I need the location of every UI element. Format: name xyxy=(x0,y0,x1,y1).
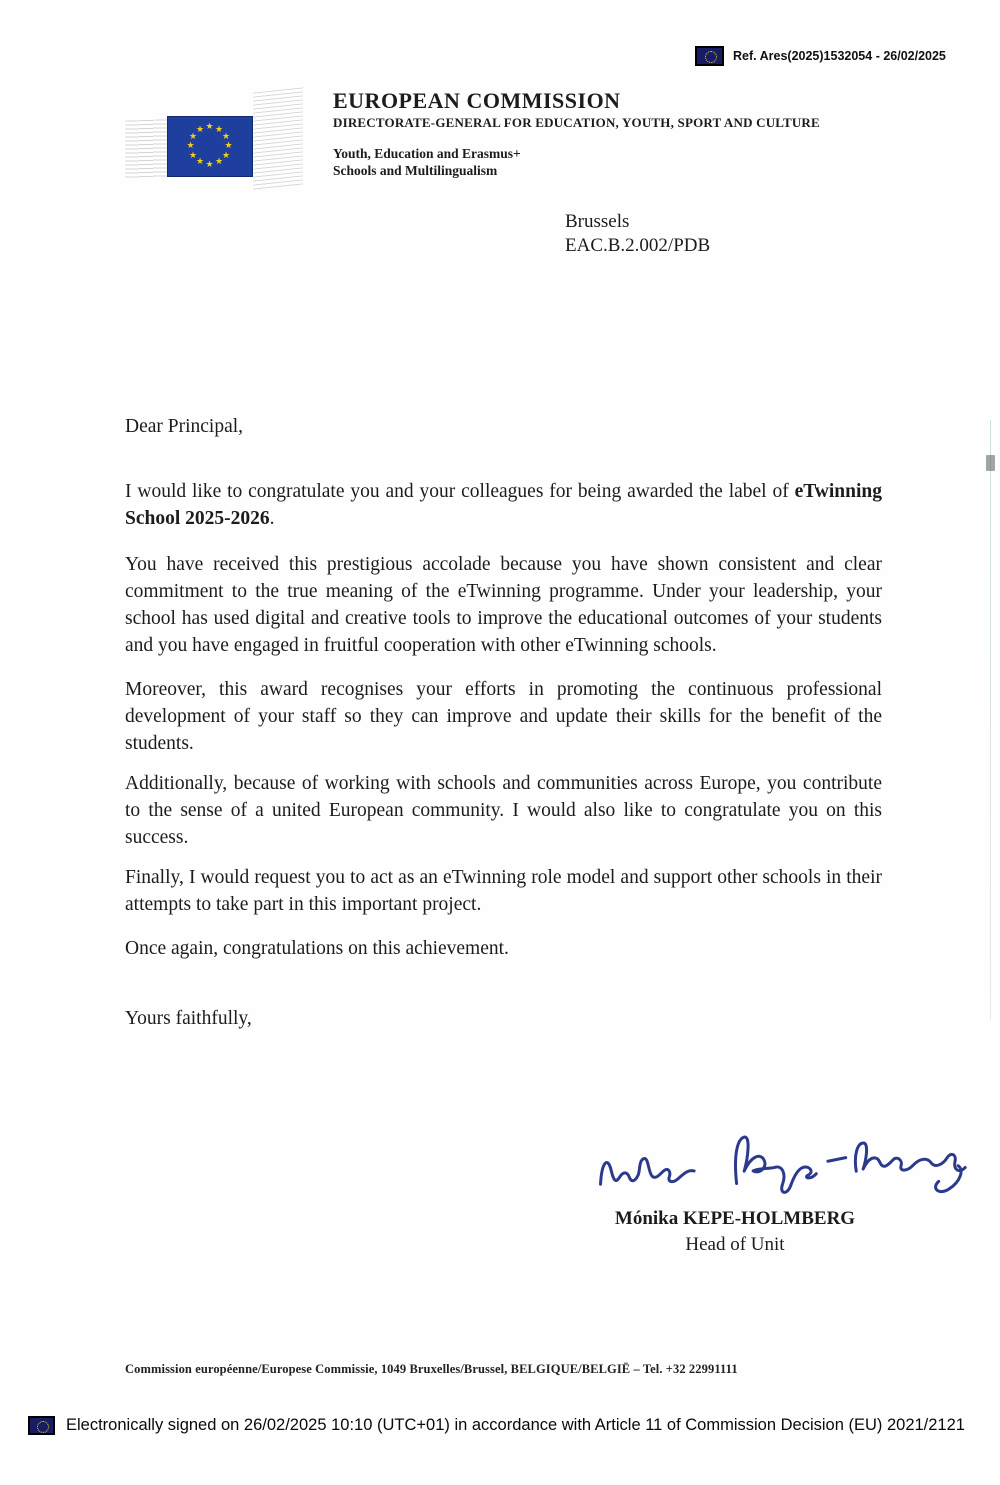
eu-flag-mini-icon xyxy=(28,1416,55,1435)
paragraph-1-period: . xyxy=(269,508,275,529)
place-and-code-block xyxy=(565,210,710,258)
header-unit-line1: Youth, Education and Erasmus+ xyxy=(333,146,521,161)
paragraph-5: Finally, I would request you to act as an eTwinning role model and support other schools in their attempts to take part in this important project. xyxy=(125,867,882,915)
signer-block xyxy=(560,1206,910,1258)
eu-star-icon: ★ xyxy=(186,141,195,151)
esign-bar xyxy=(28,1416,965,1435)
paragraph-1 xyxy=(125,478,882,532)
header-unit-line2: Schools and Multilingualism xyxy=(333,163,498,178)
ec-logo-lines-right xyxy=(253,87,303,190)
eu-star-icon: ★ xyxy=(221,150,231,161)
eu-star-icon: ★ xyxy=(215,124,224,135)
eu-flag-mini-icon xyxy=(695,46,724,66)
scan-artifact-line xyxy=(990,420,991,1020)
place-line: Brussels xyxy=(565,211,630,232)
paragraph-1-bold: eTwinning School 2025-2026 xyxy=(125,481,882,529)
salutation: Dear Principal, xyxy=(125,416,244,437)
signature-image xyxy=(588,1122,968,1210)
eu-flag-icon xyxy=(167,116,253,177)
eu-star-icon: ★ xyxy=(189,150,198,161)
eu-star-icon: ★ xyxy=(189,131,198,142)
paragraph-1-regular: I would like to congratulate you and your colleagues for being awarded the label of xyxy=(125,481,795,502)
eu-star-icon: ★ xyxy=(215,157,224,168)
ec-logo xyxy=(125,88,305,190)
eu-star-icon: ★ xyxy=(196,157,205,168)
registration-ref-text: Ref. Ares(2025)1532054 - 26/02/2025 xyxy=(733,49,946,63)
esign-text: Electronically signed on 26/02/2025 10:10 (UTC+01) in accordance with Article 11 of Commission Decision (EU) 2021/2121 xyxy=(66,1416,965,1434)
signer-name: Mónika KEPE-HOLMBERG xyxy=(614,1208,856,1229)
signer-title: Head of Unit xyxy=(685,1234,785,1255)
ec-logo-lines-left xyxy=(125,119,167,178)
header-org-title: EUROPEAN COMMISSION xyxy=(333,88,621,113)
paragraph-6: Once again, congratulations on this achievement. xyxy=(125,938,509,959)
header-dg-line: DIRECTORATE-GENERAL FOR EDUCATION, YOUTH, SPORT AND CULTURE xyxy=(333,115,820,130)
footer-address: Commission européenne/Europese Commissie, 1049 Bruxelles/Brussel, BELGIQUE/BELGIË – Tel. +32 22991111 xyxy=(125,1362,738,1376)
paragraph-4: Additionally, because of working with schools and communities across Europe, you contribute to the sense of a united European community. I would also like to congratulate you on this success. xyxy=(125,773,882,848)
eu-star-icon: ★ xyxy=(205,122,214,132)
paragraph-3: Moreover, this award recognises your efforts in promoting the continuous professional development of your staff so they can improve and update their skills for the benefit of the students. xyxy=(125,679,882,754)
eu-star-icon: ★ xyxy=(205,160,214,170)
eu-star-icon: ★ xyxy=(196,124,205,135)
eu-star-icon: ★ xyxy=(224,141,233,151)
paragraph-2: You have received this prestigious accolade because you have shown consistent and clear commitment to the true meaning of the eTwinning programme. Under your leadership, your school has used digital and creative tools to improve the educational outcomes of your students and you have engaged in fruitful cooperation with other eTwinning schools. xyxy=(125,554,882,656)
eu-star-icon: ★ xyxy=(221,131,231,142)
ref-code-line: EAC.B.2.002/PDB xyxy=(565,235,711,256)
closing-line: Yours faithfully, xyxy=(125,1008,252,1029)
scan-artifact-mark xyxy=(986,455,995,471)
registration-ref-bar xyxy=(695,46,946,66)
